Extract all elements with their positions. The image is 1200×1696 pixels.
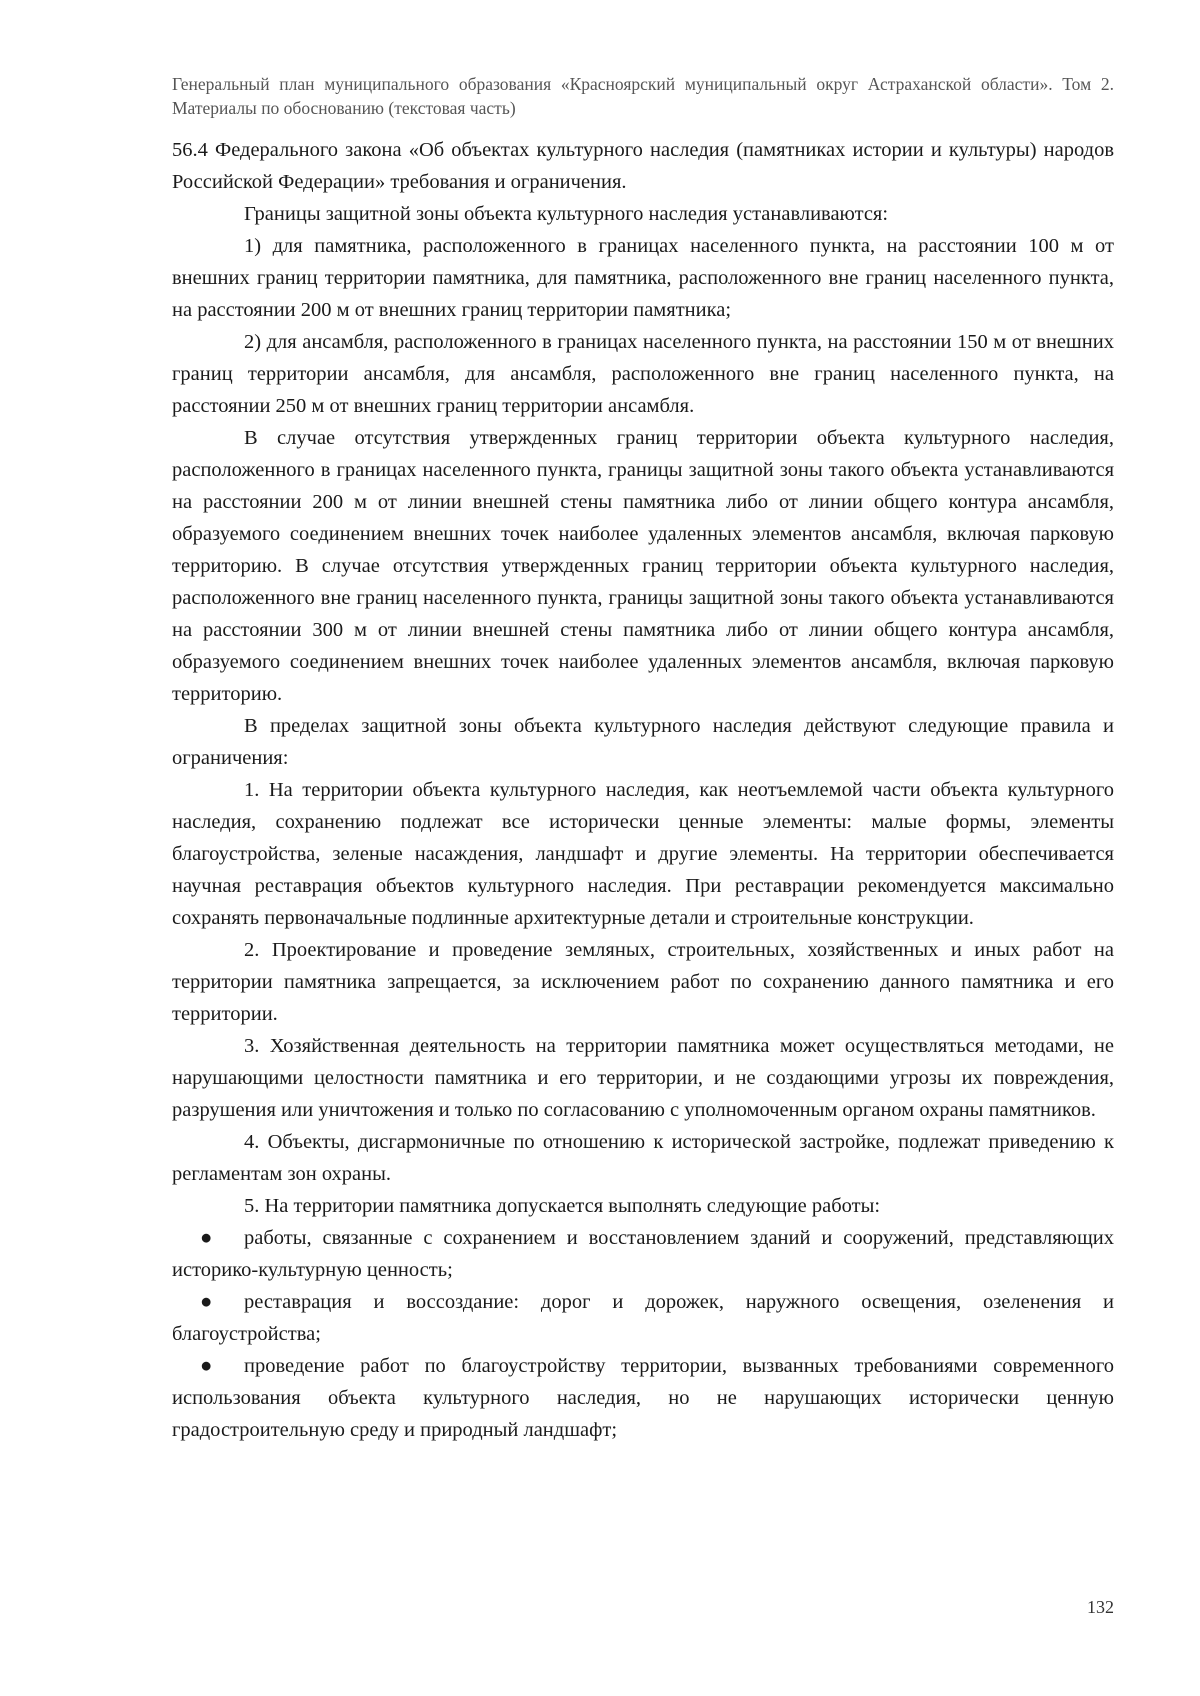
document-body (172, 134, 1114, 1446)
paragraph-rule-5: 5. На территории памятника допускается выполнять следующие работы: (244, 1195, 881, 1217)
paragraph-rules-intro: В пределах защитной зоны объекта культурного наследия действуют следующие правила и ограничения: (172, 715, 1114, 769)
paragraph-boundaries-intro: Границы защитной зоны объекта культурного наследия устанавливаются: (244, 203, 889, 225)
paragraph-item-2: 2) для ансамбля, расположенного в границах населенного пункта, на расстоянии 150 м от внешних границ территории ансамбля, для ансамбля, расположенного вне границ населенного пункта, на расстоянии 250 м от внешних границ территории ансамбля. (172, 331, 1114, 417)
paragraph-rule-4: 4. Объекты, дисгармоничные по отношению к исторической застройке, подлежат приведению к регламентам зон охраны. (172, 1131, 1114, 1185)
bullet-marker-icon: ● (200, 1355, 213, 1377)
bullet-item-text: реставрация и воссоздание: дорог и дорожек, наружного освещения, озеленения и благоустройства; (172, 1291, 1114, 1345)
document-page (172, 72, 1114, 1446)
paragraph-item-1: 1) для памятника, расположенного в границах населенного пункта, на расстоянии 100 м от внешних границ территории памятника, для памятника, расположенного вне границ населенного пункта, на расстоянии 200 м от внешних границ территории памятника; (172, 235, 1114, 321)
bullet-marker-icon: ● (200, 1227, 213, 1249)
bullet-item-text: работы, связанные с сохранением и восстановлением зданий и сооружений, представляющих историко-культурную ценность; (172, 1227, 1114, 1281)
page-number: 132 (1087, 1597, 1114, 1617)
paragraph-rule-3: 3. Хозяйственная деятельность на территории памятника может осуществляться методами, не нарушающими целостности памятника и его территории, и не создающими угрозы их повреждения, разрушения или уничтожения и только по согласованию с уполномоченным органом охраны памятников. (172, 1035, 1114, 1121)
running-header: Генеральный план муниципального образования «Красноярский муниципальный округ Астраханской области». Том 2. Материалы по обоснованию (текстовая часть) (172, 74, 1114, 118)
bullet-item (172, 1222, 1114, 1286)
paragraph-rule-1: 1. На территории объекта культурного наследия, как неотъемлемой части объекта культурного наследия, сохранению подлежат все исторически ценные элементы: малые формы, элементы благоустройства, зеленые насаждения, ландшафт и другие элементы. На территории обеспечивается научная реставрация объектов культурного наследия. При реставрации рекомендуется максимально сохранять первоначальные подлинные архитектурные детали и строительные конструкции. (172, 779, 1114, 929)
bullet-marker-icon: ● (200, 1291, 213, 1313)
paragraph-absent-boundaries: В случае отсутствия утвержденных границ территории объекта культурного наследия, расположенного в границах населенного пункта, границы защитной зоны такого объекта устанавливаются на расстоянии 200 м от линии внешней стены памятника либо от линии общего контура ансамбля, образуемого соединением внешних точек наиболее удаленных элементов ансамбля, включая парковую территорию. В случае отсутствия утвержденных границ территории объекта культурного наследия, расположенного вне границ населенного пункта, границы защитной зоны такого объекта устанавливаются на расстоянии 300 м от линии внешней стены памятника либо от линии общего контура ансамбля, образуемого соединением внешних точек наиболее удаленных элементов ансамбля, включая парковую территорию. (172, 427, 1114, 705)
paragraph-rule-2: 2. Проектирование и проведение земляных, строительных, хозяйственных и иных работ на территории памятника запрещается, за исключением работ по сохранению данного памятника и его территории. (172, 939, 1114, 1025)
bullet-item-text: проведение работ по благоустройству территории, вызванных требованиями современного использования объекта культурного наследия, но не нарушающих исторически ценную градостроительную среду и природный ландшафт; (172, 1355, 1114, 1441)
paragraph-continuation: 56.4 Федерального закона «Об объектах культурного наследия (памятниках истории и культуры) народов Российской Федерации» требования и ограничения. (172, 139, 1114, 193)
bullet-item (172, 1286, 1114, 1350)
bullet-item (172, 1350, 1114, 1446)
